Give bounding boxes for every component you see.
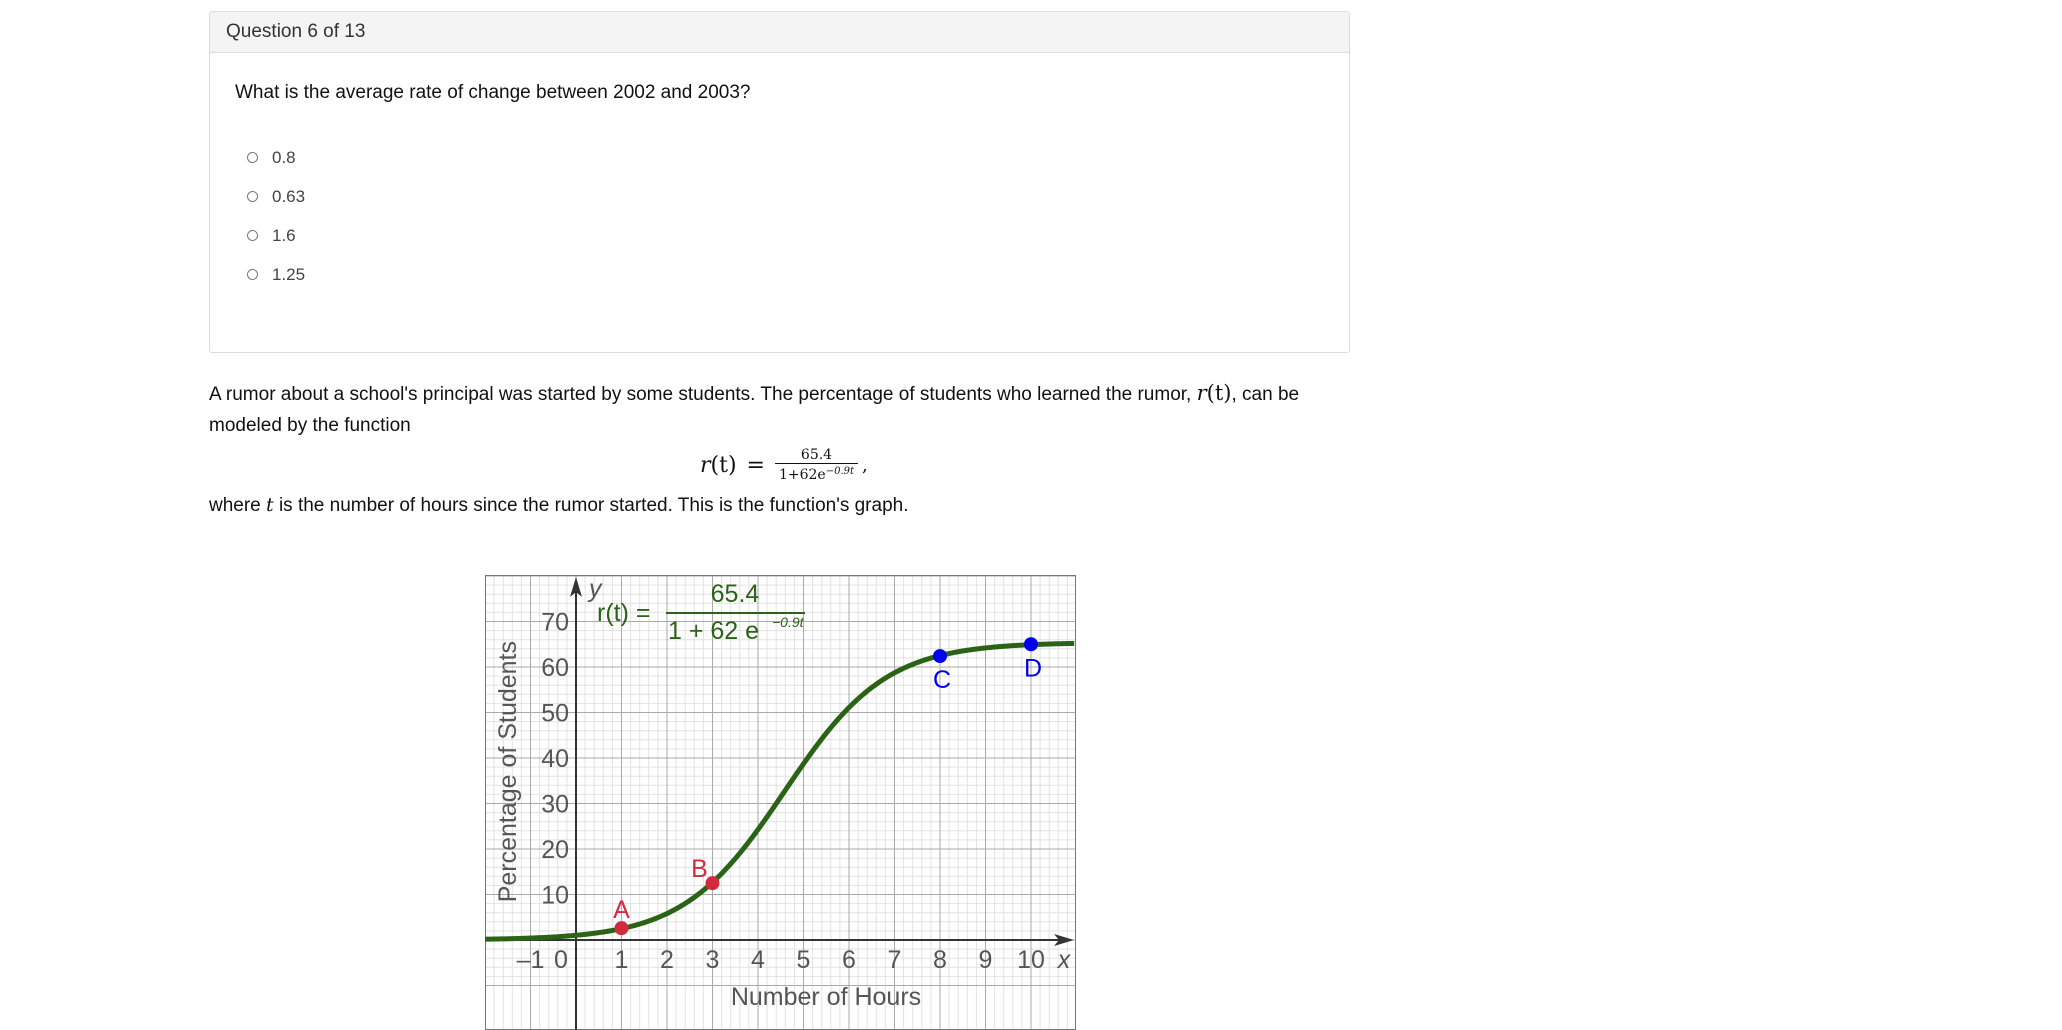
- answer-option-label: 0.63: [272, 186, 306, 206]
- x-axis-letter: x: [1057, 946, 1071, 974]
- formula-denominator-base: 1+62e: [778, 467, 826, 483]
- graph-formula-exponent: −0.9t: [772, 614, 804, 630]
- radio-button[interactable]: [247, 152, 258, 163]
- point-label-c: C: [932, 666, 952, 695]
- variable-t: t: [266, 494, 274, 516]
- chart-svg: [485, 575, 1076, 1030]
- radio-button[interactable]: [247, 269, 258, 280]
- question-card: [209, 11, 1350, 353]
- function-formula: [700, 447, 868, 483]
- passage-text-part: , can be modeled by the function: [209, 384, 1300, 436]
- x-tick-label: 9: [978, 946, 993, 974]
- y-tick-label: 60: [541, 654, 569, 682]
- x-tick-label: 1: [614, 946, 629, 974]
- formula-fraction: [775, 447, 858, 483]
- point-label-d: D: [1023, 654, 1043, 683]
- passage-text-part: A rumor about a school's principal was started by some students. The percentage of students who learned the rumor,: [209, 384, 1197, 405]
- point-c: [933, 649, 947, 663]
- formula-lhs: [700, 453, 737, 478]
- point-d: [1024, 637, 1038, 651]
- passage-text-part: where: [209, 495, 267, 516]
- answer-option-3[interactable]: [247, 216, 305, 255]
- answer-option-label: 0.8: [272, 147, 296, 167]
- radio-button[interactable]: [247, 230, 258, 241]
- x-tick-label: 8: [933, 946, 947, 974]
- question-header: Question 6 of 13: [210, 12, 1349, 53]
- math-r: r: [1196, 381, 1207, 405]
- y-tick-label: 40: [541, 745, 569, 773]
- formula-r: r: [700, 452, 711, 478]
- point-label-b: B: [691, 855, 708, 884]
- y-axis-letter: y: [589, 575, 602, 603]
- x-tick-label: 4: [751, 946, 765, 974]
- formula-exponent: −0.9t: [825, 466, 855, 477]
- y-tick-label: 20: [541, 836, 569, 864]
- formula-numerator: 65.4: [800, 447, 833, 463]
- x-tick-label: 2: [660, 946, 674, 974]
- math-t: (t): [1206, 381, 1232, 405]
- question-prompt: What is the average rate of change between 2002 and 2003?: [235, 82, 751, 103]
- function-graph: [485, 575, 1076, 1030]
- passage-text-2: [209, 494, 908, 517]
- passage-text-part: is the number of hours since the rumor started. This is the function's graph.: [273, 495, 909, 516]
- answer-option-1[interactable]: [247, 138, 305, 177]
- x-tick-label: 7: [887, 946, 902, 974]
- graph-formula-numerator: 65.4: [710, 580, 760, 608]
- answer-option-4[interactable]: [247, 255, 305, 294]
- formula-comma: ,: [862, 454, 868, 476]
- point-label-a: A: [613, 896, 630, 925]
- graph-formula-lhs: r(t) =: [597, 599, 651, 627]
- y-tick-label: 10: [541, 881, 569, 910]
- y-tick-label: 30: [541, 790, 569, 819]
- formula-denominator: [775, 464, 858, 483]
- y-axis-title: Percentage of Students: [494, 641, 522, 903]
- answer-option-label: 1.6: [272, 225, 296, 245]
- radio-button[interactable]: [247, 191, 258, 202]
- inline-math: [1197, 381, 1232, 405]
- formula-equals: =: [746, 452, 765, 478]
- answer-option-label: 1.25: [272, 264, 306, 284]
- y-tick-label: 50: [541, 699, 569, 728]
- answer-options: [247, 138, 305, 294]
- x-tick-label: –1: [516, 946, 545, 974]
- x-tick-label: 3: [705, 946, 720, 974]
- x-axis-title: Number of Hours: [730, 983, 922, 1011]
- x-tick-label: 10: [1017, 946, 1045, 974]
- x-tick-label: 6: [842, 946, 856, 974]
- graph-formula-denominator: 1 + 62 e: [668, 617, 760, 645]
- answer-option-2[interactable]: [247, 177, 305, 216]
- formula-t: (t): [710, 452, 737, 478]
- y-tick-label: 70: [541, 608, 569, 637]
- passage-text: [209, 378, 1359, 441]
- x-tick-label: 5: [796, 946, 811, 974]
- x-tick-label: 0: [554, 946, 568, 974]
